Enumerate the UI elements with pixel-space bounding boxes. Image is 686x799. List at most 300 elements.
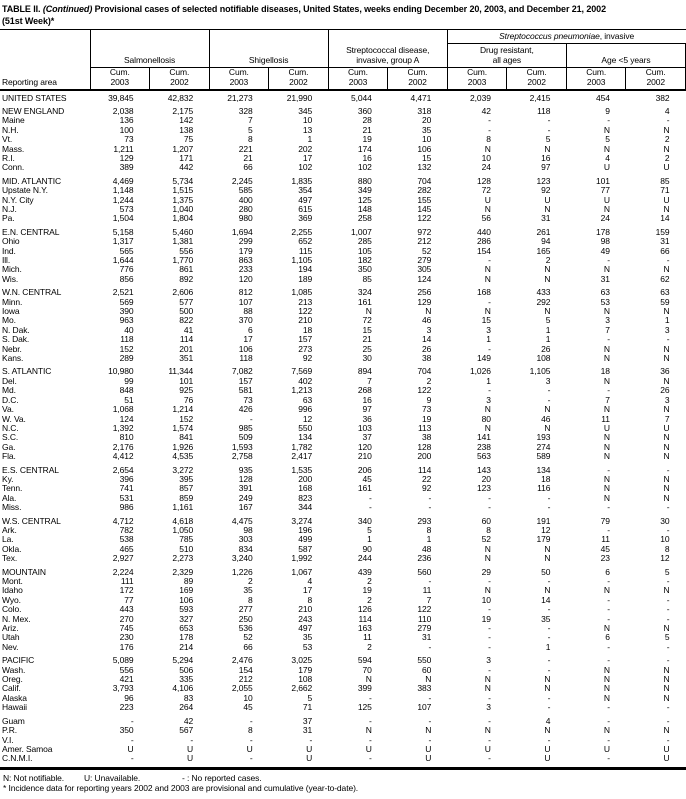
value-cell: 106 [179, 594, 194, 605]
value-cell: 2,476 [231, 655, 253, 666]
row-area-label: Upstate N.Y. [2, 185, 48, 196]
value-cell: 122 [298, 306, 313, 317]
table-row [0, 173, 686, 186]
value-cell: 1 [367, 534, 372, 545]
table-row [0, 452, 686, 461]
value-cell: 264 [179, 702, 194, 713]
table-row [0, 494, 686, 503]
cum2002-age-under5-header [626, 68, 686, 91]
drug-resistant-label-line2: all ages [492, 54, 522, 65]
row-area-label: Del. [2, 375, 17, 386]
row-area-label: W. Va. [2, 413, 26, 424]
table-title-rest: Provisional cases of selected notifiable diseases, United States, weeks ending December 20, 2003, and December 21, 2002 [92, 4, 606, 14]
value-cell: 2,329 [172, 566, 194, 577]
value-cell: 4 [545, 715, 551, 726]
value-cell: 1,593 [231, 441, 253, 452]
value-cell: - [249, 715, 253, 726]
value-cell: 360 [357, 105, 372, 116]
value-cell: 2,055 [231, 683, 253, 694]
value-cell: 63 [600, 287, 610, 298]
table-row [0, 363, 686, 376]
strep-pneumoniae-species-label: Streptococcus pneumoniae [499, 30, 600, 41]
value-cell: N [603, 306, 610, 317]
value-cell: U [484, 743, 491, 754]
footnote-not-notifiable: N: Not notifiable. [3, 772, 65, 783]
value-cell: - [666, 255, 670, 265]
value-cell: 11 [422, 585, 432, 596]
value-cell: 550 [298, 422, 313, 433]
value-cell: 963 [119, 315, 134, 326]
row-area-label: N.Y. City [2, 194, 34, 205]
value-cell: 273 [298, 343, 313, 354]
table-title-continued: (Continued) [42, 4, 93, 14]
value-cell: 16 [362, 152, 372, 163]
value-cell: 327 [179, 613, 194, 624]
value-cell: 1,392 [112, 422, 134, 433]
value-cell: N [663, 432, 670, 443]
value-cell: 652 [298, 236, 313, 247]
value-cell: 16 [362, 394, 372, 405]
value-cell: 2,415 [529, 92, 551, 103]
value-cell: 577 [179, 296, 194, 307]
cum-label: Cum. [586, 67, 607, 77]
table-row [0, 526, 686, 535]
column-subgroup-drug-resistant [447, 44, 566, 68]
value-cell: 31 [302, 725, 313, 736]
value-cell: 23 [600, 553, 610, 564]
value-cell: 10 [302, 115, 313, 126]
row-area-label: Ark. [2, 524, 17, 535]
table-row [0, 484, 686, 493]
footnote-incidence-note: * Incidence data for reporting years 2002 and 2003 are provisional and cumulative (year-to-date). [3, 782, 359, 793]
value-cell: - [547, 632, 551, 643]
value-cell: 120 [238, 273, 253, 284]
value-cell: N [663, 683, 670, 694]
value-cell: 40 [124, 324, 134, 335]
value-cell: 4,106 [172, 683, 194, 694]
row-area-label: NEW ENGLAND [2, 105, 65, 116]
value-cell: 369 [298, 213, 313, 224]
value-cell: 11,344 [168, 366, 194, 377]
value-cell: 80 [481, 413, 491, 424]
value-cell: 12 [660, 553, 670, 564]
value-cell: U [663, 162, 670, 173]
cum-label: Cum. [467, 67, 488, 77]
value-cell: 565 [119, 245, 134, 256]
value-cell: 66 [243, 162, 253, 173]
value-cell: - [607, 734, 610, 745]
value-cell: N [544, 553, 551, 564]
value-cell: N [663, 473, 670, 484]
value-cell: 8 [486, 134, 491, 145]
cum-label: Cum. [169, 67, 190, 77]
value-cell: 176 [119, 641, 134, 652]
value-cell: U [544, 743, 551, 754]
value-cell: 126 [357, 604, 372, 615]
column-group-shigellosis: Shigellosis [209, 30, 328, 68]
value-cell: 161 [357, 296, 372, 307]
value-cell: U [365, 743, 372, 754]
row-area-label: W.N. CENTRAL [2, 287, 62, 298]
value-cell: 390 [119, 306, 134, 317]
value-cell: 3 [664, 324, 670, 335]
value-cell: 5,158 [112, 226, 134, 237]
value-cell: - [666, 604, 670, 615]
table-row [0, 443, 686, 452]
value-cell: 857 [179, 483, 194, 494]
value-cell: 6 [248, 324, 253, 335]
value-cell: - [488, 734, 491, 745]
value-cell: N [663, 353, 670, 364]
value-cell: 21 [243, 152, 253, 163]
table-row [0, 265, 686, 274]
value-cell: N [484, 725, 491, 736]
value-cell: 383 [417, 683, 432, 694]
value-cell: 37 [302, 715, 313, 726]
cum-label: Cum. [645, 67, 666, 77]
value-cell: 108 [298, 674, 313, 685]
value-cell: 35 [302, 632, 313, 643]
value-cell: 18 [302, 324, 313, 335]
value-cell: N [663, 124, 670, 135]
value-cell: 3 [545, 375, 551, 386]
value-cell: 25 [362, 343, 372, 354]
value-cell: 10 [481, 152, 491, 163]
value-cell: 52 [481, 534, 491, 545]
value-cell: 3 [486, 655, 491, 666]
value-cell: 5,294 [172, 655, 194, 666]
value-cell: 179 [238, 245, 253, 256]
value-cell: U [246, 743, 253, 754]
row-area-label: Ariz. [2, 623, 19, 634]
value-cell: 92 [302, 353, 313, 364]
value-cell: 5 [545, 134, 551, 145]
value-cell: 4 [307, 576, 313, 586]
value-cell: 782 [119, 524, 134, 535]
value-cell: 16 [541, 152, 551, 163]
value-cell: 5 [248, 124, 253, 135]
value-cell: 1,694 [231, 226, 253, 237]
footnotes [0, 770, 686, 793]
value-cell: 5,089 [112, 655, 134, 666]
value-cell: 985 [238, 422, 253, 433]
value-cell: 72 [481, 185, 491, 196]
value-cell: 440 [476, 226, 491, 237]
value-cell: 42,832 [167, 92, 194, 103]
table-row [0, 224, 686, 237]
value-cell: - [607, 715, 610, 726]
value-cell: 52 [422, 245, 432, 256]
value-cell: 2,255 [291, 226, 313, 237]
value-cell: - [666, 334, 670, 345]
table-row [0, 643, 686, 652]
value-cell: 426 [238, 404, 253, 415]
value-cell: 212 [417, 236, 432, 247]
row-area-label: Ill. [2, 255, 11, 265]
value-cell: 92 [541, 185, 551, 196]
value-cell: - [666, 464, 670, 475]
year-label: 2003 [229, 76, 249, 87]
value-cell: 49 [600, 245, 610, 256]
value-cell: 114 [358, 613, 372, 624]
value-cell: 22 [422, 473, 432, 484]
value-cell: - [130, 753, 134, 764]
value-cell: 538 [119, 534, 134, 545]
table-row [0, 475, 686, 484]
row-area-label: PACIFIC [2, 655, 35, 666]
value-cell: 10,980 [108, 366, 134, 377]
value-cell: 202 [298, 143, 313, 154]
value-cell: 8 [307, 594, 313, 605]
value-cell: 443 [119, 604, 134, 615]
value-cell: 102 [298, 162, 313, 173]
row-area-label: Wyo. [2, 594, 21, 605]
row-area-label: Guam [2, 715, 25, 726]
value-cell: N [544, 683, 551, 694]
value-cell: - [488, 623, 491, 634]
cum2003-shigellosis-header [209, 68, 269, 91]
value-cell: - [428, 734, 432, 745]
cum-label: Cum. [526, 67, 547, 77]
value-cell: 155 [417, 194, 432, 205]
value-cell: 98 [600, 236, 610, 247]
value-cell: 124 [119, 413, 134, 424]
value-cell: 96 [124, 692, 134, 703]
value-cell: 124 [417, 273, 432, 284]
value-cell: 123 [476, 483, 491, 494]
value-cell: N [663, 203, 670, 214]
value-cell: 8 [248, 594, 253, 605]
value-cell: 11 [601, 534, 610, 545]
table-row [0, 513, 686, 526]
value-cell: 497 [298, 194, 313, 205]
value-cell: 1 [426, 534, 432, 545]
strep-a-label-line1: Streptococcal disease, [346, 45, 430, 55]
value-cell: 41 [183, 324, 194, 335]
value-cell: - [249, 753, 253, 764]
value-cell: 497 [298, 623, 313, 634]
row-area-label: MOUNTAIN [2, 566, 46, 577]
cum2003-age-under5-header [566, 68, 626, 91]
row-area-label: UNITED STATES [2, 92, 67, 103]
value-cell: 18 [600, 366, 610, 377]
value-cell: N [663, 404, 670, 415]
value-cell: 21,273 [227, 92, 253, 103]
value-cell: N [663, 343, 670, 354]
value-cell: N [544, 306, 551, 317]
value-cell: N [663, 664, 670, 675]
value-cell: 19 [362, 134, 372, 145]
value-cell: 45 [362, 473, 372, 484]
value-cell: 24 [481, 162, 491, 173]
value-cell: 556 [179, 245, 194, 256]
value-cell: 894 [357, 366, 372, 377]
value-cell: 214 [179, 641, 194, 652]
value-cell: 97 [362, 404, 372, 415]
table-row [0, 684, 686, 693]
row-area-label: N.C. [2, 422, 19, 433]
value-cell: 77 [600, 185, 610, 196]
value-cell: 128 [417, 441, 432, 452]
value-cell: 19 [481, 613, 491, 624]
value-cell: 972 [417, 226, 432, 237]
value-cell: 2,758 [231, 451, 253, 462]
value-cell: 615 [298, 203, 313, 214]
value-cell: - [607, 255, 610, 265]
value-cell: - [369, 715, 372, 726]
value-cell: 4 [664, 105, 670, 116]
value-cell: 3,793 [112, 683, 134, 694]
value-cell: - [666, 734, 670, 745]
value-cell: 26 [660, 385, 670, 396]
value-cell: 1,211 [113, 143, 134, 154]
value-cell: 454 [596, 92, 610, 103]
table-row [0, 237, 686, 246]
row-area-label: Alaska [2, 692, 27, 703]
value-cell: - [369, 492, 372, 503]
value-cell: 154 [476, 245, 491, 256]
value-cell: 171 [179, 152, 194, 163]
value-cell: 822 [179, 315, 194, 326]
value-cell: N [484, 264, 491, 275]
value-cell: U [603, 422, 610, 433]
value-cell: - [428, 692, 432, 703]
value-cell: 28 [362, 115, 372, 126]
value-cell: U [306, 753, 313, 764]
value-cell: 4,535 [172, 451, 194, 462]
value-cell: 194 [298, 264, 313, 275]
value-cell: 859 [179, 492, 194, 503]
table-row [0, 726, 686, 735]
value-cell: 85 [362, 273, 372, 284]
table-row [0, 596, 686, 605]
value-cell: 509 [238, 432, 253, 443]
value-cell: 141 [476, 432, 491, 443]
table-row [0, 154, 686, 163]
value-cell: - [488, 715, 491, 726]
year-label: 2003 [586, 76, 606, 87]
table-row [0, 675, 686, 684]
value-cell: N [425, 674, 432, 685]
value-cell: 1,992 [291, 553, 313, 564]
value-cell: 35 [541, 613, 551, 624]
value-cell: 167 [238, 502, 253, 513]
value-cell: 200 [298, 473, 313, 484]
value-cell: 118 [537, 105, 551, 116]
value-cell: N [484, 273, 491, 284]
row-area-label: S. Dak. [2, 334, 30, 345]
value-cell: 19 [422, 413, 432, 424]
value-cell: 18 [541, 473, 551, 484]
value-cell: 233 [238, 264, 253, 275]
value-cell: N [603, 692, 610, 703]
value-cell: 1,161 [172, 502, 194, 513]
value-cell: 593 [179, 604, 194, 615]
table-row [0, 396, 686, 405]
table-row [0, 307, 686, 316]
value-cell: 1,782 [291, 441, 313, 452]
value-cell: - [607, 385, 610, 396]
row-area-label: Ga. [2, 441, 16, 452]
value-cell: 10 [660, 534, 670, 545]
value-cell: 1,040 [172, 203, 194, 214]
table-row [0, 666, 686, 675]
value-cell: 102 [357, 162, 372, 173]
table-row [0, 186, 686, 195]
row-area-label: Ohio [2, 236, 20, 247]
value-cell: - [369, 502, 372, 513]
table-row [0, 424, 686, 433]
row-area-label: V.I. [2, 734, 14, 745]
value-cell: 36 [660, 366, 670, 377]
value-cell: 370 [238, 315, 253, 326]
table-row [0, 163, 686, 172]
value-cell: - [249, 413, 253, 424]
value-cell: - [488, 664, 491, 675]
value-cell: 324 [357, 287, 372, 298]
value-cell: - [488, 641, 491, 652]
value-cell: 106 [417, 143, 432, 154]
table-row [0, 196, 686, 205]
value-cell: 51 [124, 394, 134, 405]
value-cell: 142 [179, 115, 194, 126]
value-cell: 776 [119, 264, 134, 275]
value-cell: 38 [422, 353, 432, 364]
value-cell: 2 [367, 576, 372, 586]
value-cell: 10 [422, 134, 432, 145]
value-cell: 90 [362, 543, 372, 554]
value-cell: N [484, 306, 491, 317]
value-cell: 129 [417, 296, 432, 307]
value-cell: 856 [119, 273, 134, 284]
value-cell: 73 [243, 394, 253, 405]
row-area-label: Conn. [2, 162, 25, 173]
value-cell: - [488, 604, 491, 615]
value-cell: 421 [119, 674, 134, 685]
value-cell: - [428, 502, 432, 513]
value-cell: 6 [605, 632, 610, 643]
value-cell: 7 [426, 594, 432, 605]
value-cell: 159 [655, 226, 670, 237]
value-cell: 1,050 [172, 524, 194, 535]
value-cell: - [547, 734, 551, 745]
value-cell: 210 [298, 604, 313, 615]
value-cell: 305 [417, 264, 432, 275]
value-cell: 105 [357, 245, 372, 256]
value-cell: 71 [660, 185, 670, 196]
value-cell: 42 [481, 105, 491, 116]
row-area-label: Miss. [2, 502, 22, 513]
value-cell: N [484, 553, 491, 564]
value-cell: - [488, 576, 491, 586]
row-area-label: Mo. [2, 315, 16, 326]
value-cell: N [603, 725, 610, 736]
value-cell: N [484, 203, 491, 214]
value-cell: 31 [600, 273, 610, 284]
value-cell: 560 [417, 566, 432, 577]
value-cell: 8 [486, 524, 491, 535]
column-group-salmonellosis: Salmonellosis [90, 30, 209, 68]
value-cell: 113 [418, 422, 432, 433]
value-cell: - [130, 734, 134, 745]
value-cell: 60 [422, 664, 432, 675]
value-cell: - [607, 641, 610, 652]
value-cell: 280 [238, 203, 253, 214]
year-label: 2003 [110, 76, 130, 87]
value-cell: 101 [596, 175, 610, 186]
value-cell: 7 [248, 115, 253, 126]
value-cell: 3,025 [291, 655, 313, 666]
